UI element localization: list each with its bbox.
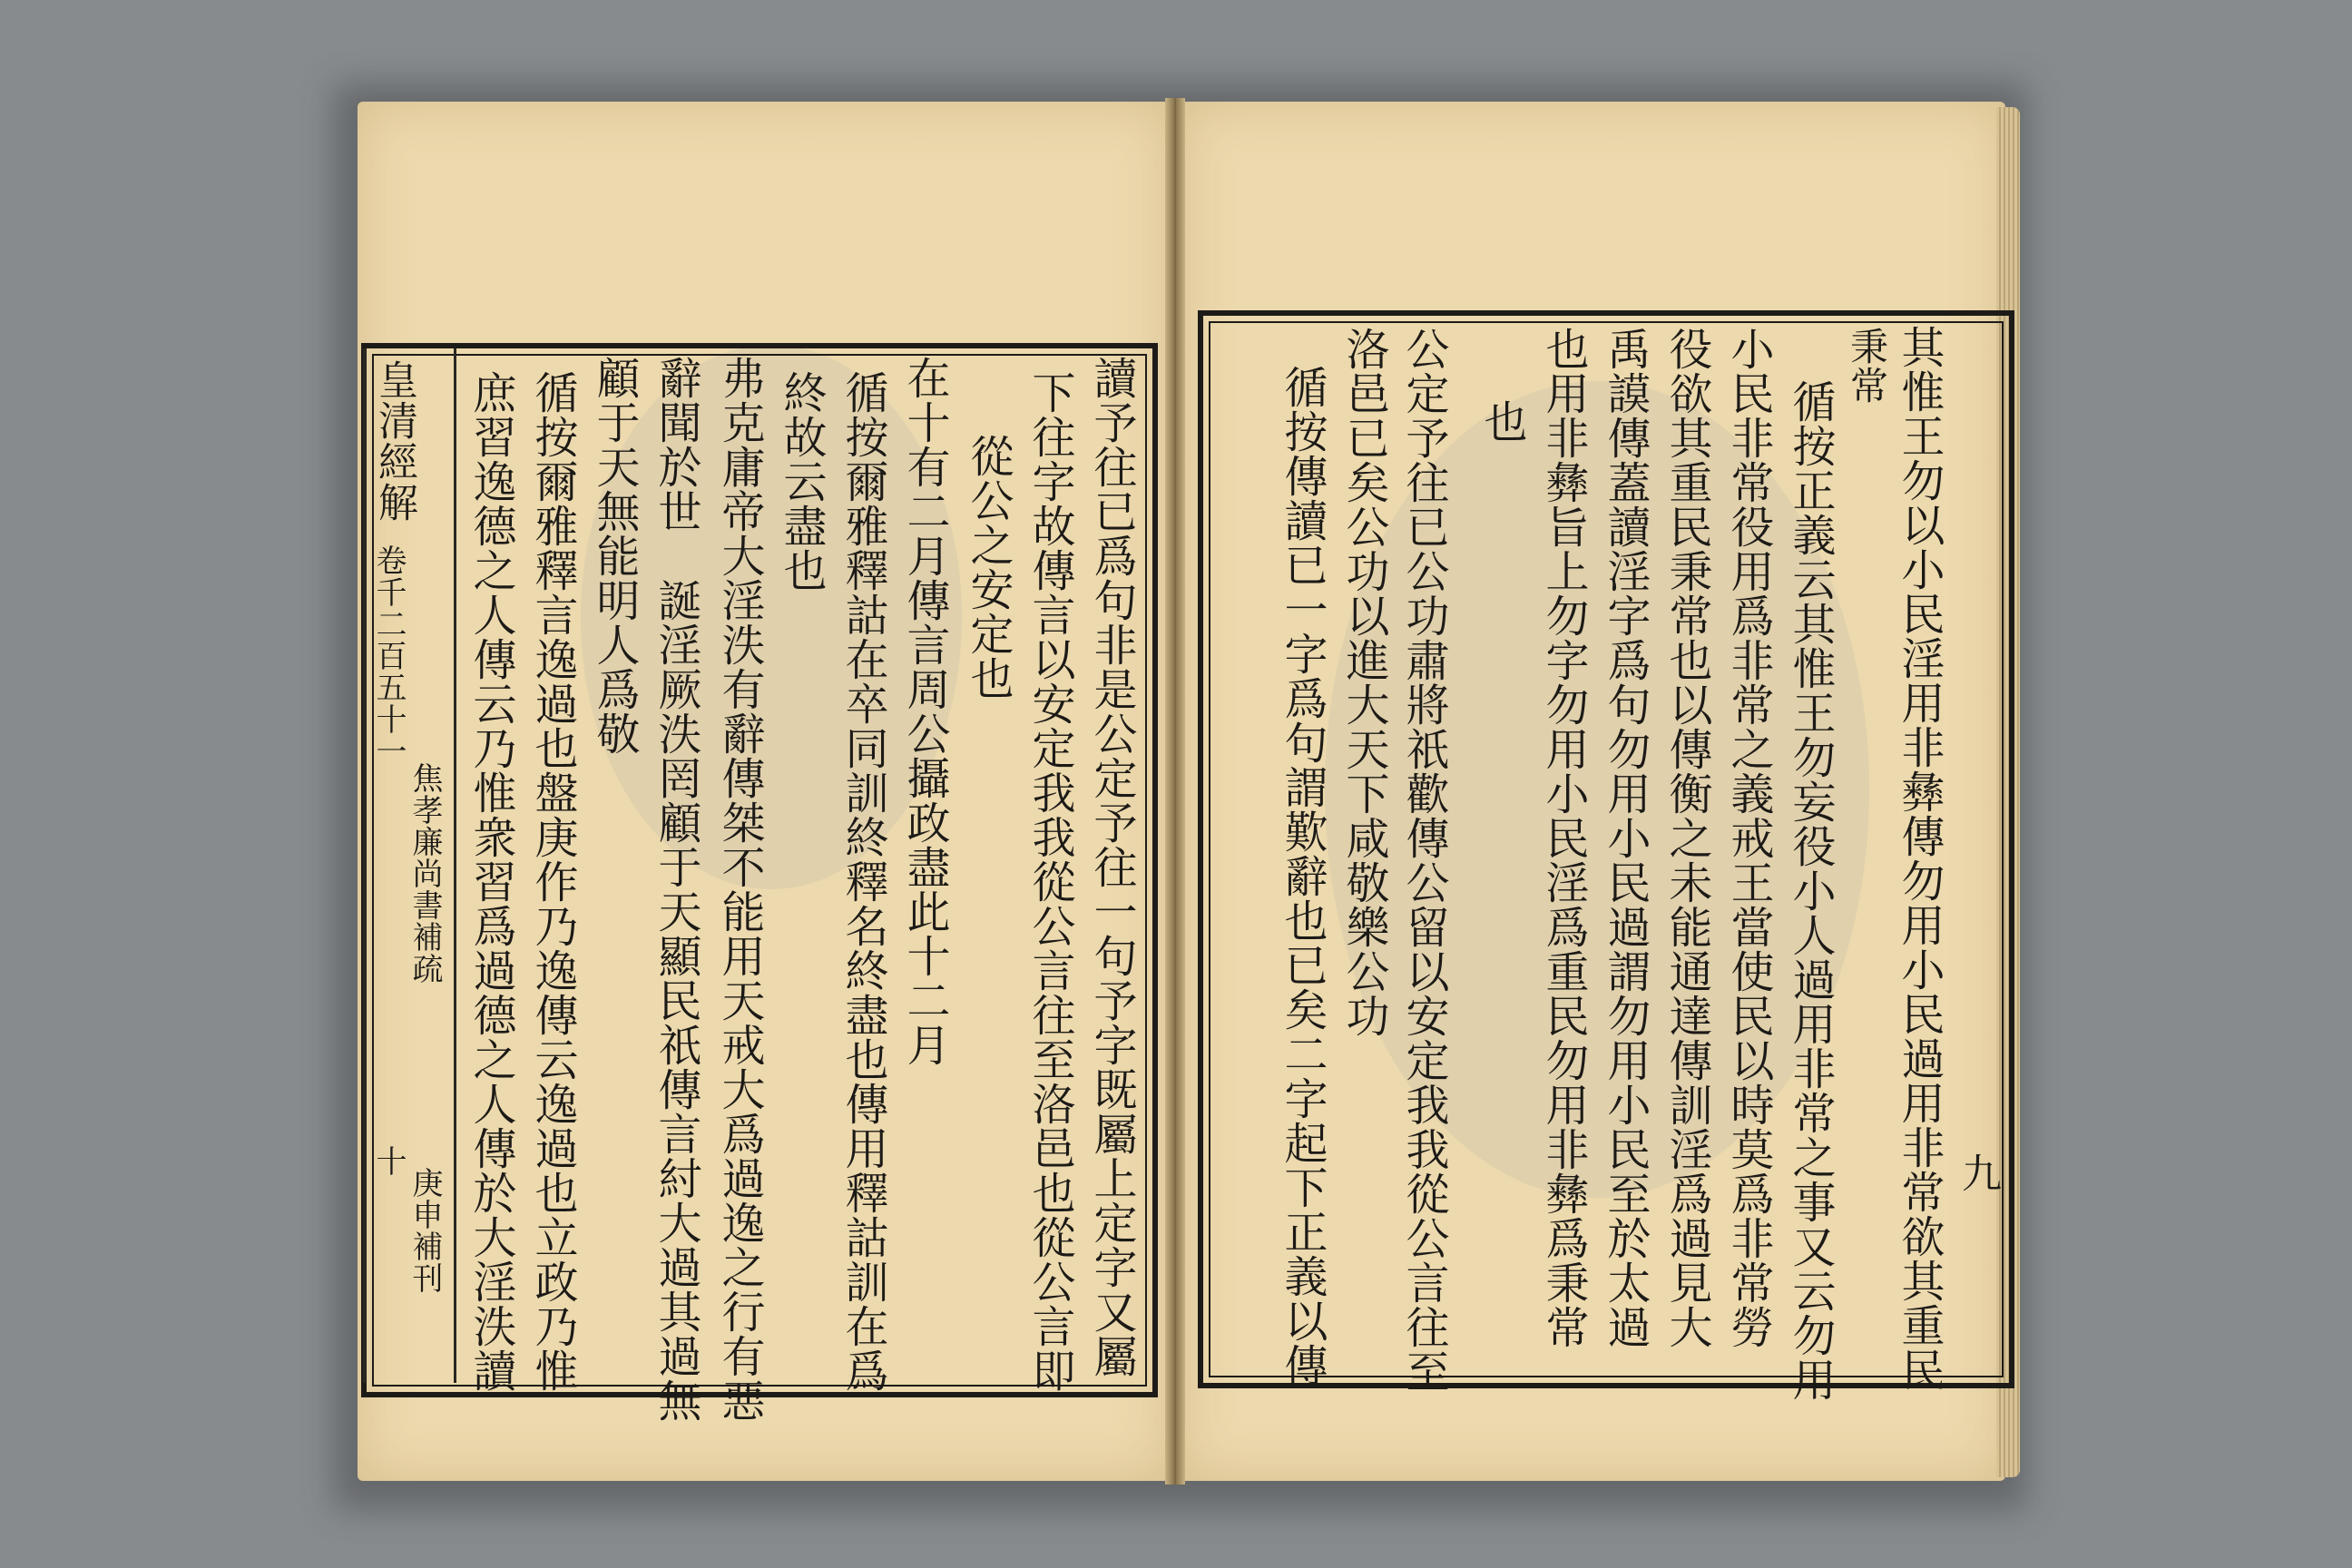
text-column: 顧于天無能明人爲敬: [589, 356, 640, 756]
margin-rule: [454, 348, 456, 1383]
book-gutter: [1165, 98, 1185, 1485]
text-column: 從公之安定也: [963, 434, 1014, 701]
text-column: 循按傳讀已一字爲句謂歎辭也已矣二字起下正義以傳: [1277, 365, 1328, 1387]
text-column: 役欲其重民秉常也以傳衡之未能通達傳訓淫爲過見大: [1661, 327, 1712, 1349]
text-column: 公定予往已公功肅將祇歡傳公留以安定我我從公言往至: [1398, 327, 1449, 1394]
text-column: 庶習逸德之人傳云乃惟衆習爲過德之人傳於大淫泆讀: [466, 370, 516, 1393]
margin-rule: [363, 348, 366, 1383]
text-column: 循按爾雅釋言逸過也盤庚作乃逸傳云逸過也立政乃惟: [527, 370, 578, 1393]
text-column: 循按正義云其惟王勿妄役小人過用非常之事又云勿用: [1785, 379, 1836, 1402]
text-column: 辭聞於世 誕淫厥泆罔顧于天顯民祇傳言紂大過其過無: [651, 356, 701, 1423]
text-column: 禹謨傳蓋讀淫字爲句勿用小民過謂勿用小民至於太過: [1600, 327, 1651, 1349]
text-column: 循按爾雅釋詁在卒同訓終釋名終盡也傳用釋詁訓在爲: [838, 370, 888, 1393]
text-column: 終故云盡也: [776, 370, 827, 593]
text-column: 弗克庸帝大淫泆有辭傳桀不能用天戒大爲過逸之行有惡: [714, 356, 765, 1423]
text-column: 也用非彝旨上勿字勿用小民淫爲重民勿用非彝爲秉常: [1538, 327, 1589, 1349]
text-column: 小民非常役用爲非常之義戒王當使民以時莫爲非常勞: [1723, 327, 1774, 1349]
text-column: 秉常: [1845, 327, 1889, 405]
text-column: 也: [1476, 399, 1527, 444]
text-column: 洛邑已矣公功以進大天下咸敬樂公功: [1338, 327, 1389, 1038]
edition-note: 庚申補刊: [407, 1167, 443, 1294]
text-column: 下往字故傳言以安定我我從公言往至洛邑也從公言即: [1024, 370, 1075, 1393]
text-column: 其惟王勿以小民淫用非彝傳勿用小民過用非常欲其重民: [1894, 325, 1945, 1392]
text-column: 在十有二月傳言周公攝政盡此十二月: [899, 356, 950, 1067]
volume-number: 卷千二百五十一: [370, 544, 407, 767]
text-column: 讀予往已爲句非是公定予往一句予字既屬上定字又屬: [1086, 356, 1137, 1378]
collection-title: 皇清經解: [371, 359, 417, 523]
page-number: 十: [370, 1145, 407, 1177]
page-number: 九: [1955, 1152, 2001, 1193]
work-title: 焦孝廉尚書補疏: [407, 762, 443, 985]
